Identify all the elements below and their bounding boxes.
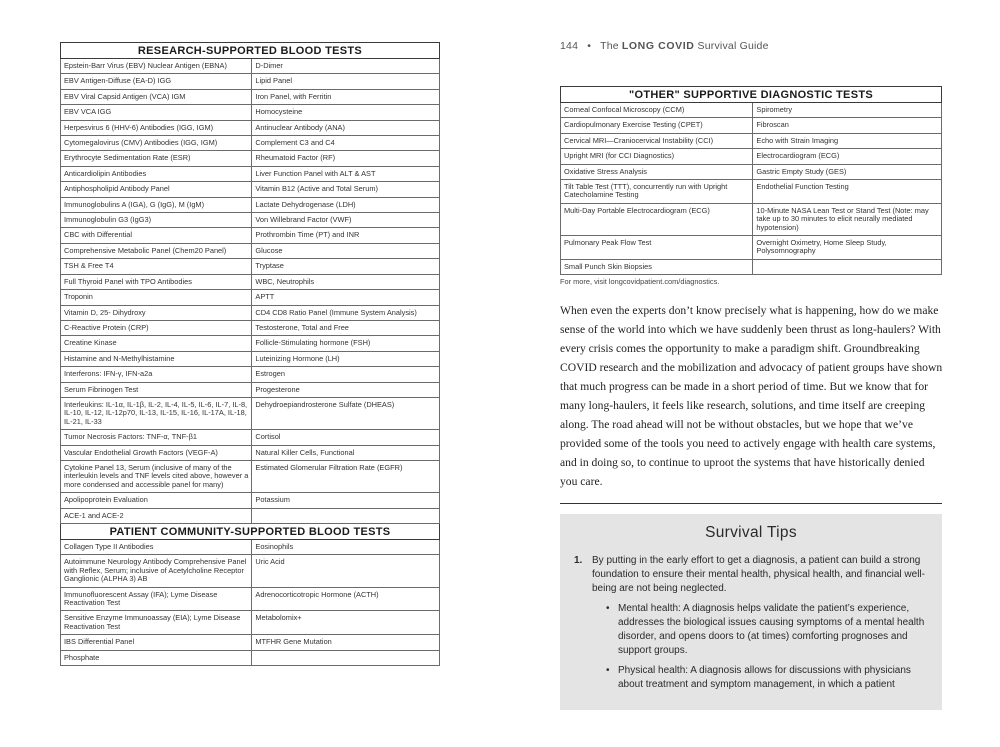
table-cell: Estimated Glomerular Filtration Rate (EGFR) — [252, 460, 440, 492]
table-cell: Prothrombin Time (PT) and INR — [252, 228, 440, 243]
table-cell: Cytokine Panel 13, Serum (inclusive of many of the interleukin levels and TNF levels cited above, however a more condensed and accessible panel for many) — [61, 460, 252, 492]
table-cell: Tryptase — [252, 259, 440, 274]
table-cell: Upright MRI (for CCI Diagnostics) — [561, 149, 753, 164]
table-row — [61, 508, 440, 523]
table-cell — [252, 508, 440, 523]
community-table-body — [61, 540, 440, 666]
running-head-separator: • — [587, 40, 592, 52]
table-cell: Full Thyroid Panel with TPO Antibodies — [61, 274, 252, 289]
table-row — [61, 445, 440, 460]
table-cell: Troponin — [61, 290, 252, 305]
table-cell: Apolipoprotein Evaluation — [61, 493, 252, 508]
table-cell: Cortisol — [252, 430, 440, 445]
table-cell: Metabolomix+ — [252, 611, 440, 635]
right-page — [560, 40, 942, 710]
table-row — [561, 236, 942, 260]
table-cell: Sensitive Enzyme Immunoassay (EIA); Lyme Disease Reactivation Test — [61, 611, 252, 635]
bullet-icon: • — [606, 603, 610, 615]
table-row — [61, 120, 440, 135]
table-row — [561, 103, 942, 118]
table-row — [61, 555, 440, 587]
table-row — [61, 320, 440, 335]
diagnostics-footnote: For more, visit longcovidpatient.com/diagnostics. — [560, 277, 720, 287]
table-cell: Small Punch Skin Biopsies — [561, 259, 753, 274]
table-cell: Progesterone — [252, 382, 440, 397]
table-cell: Histamine and N-Methylhistamine — [61, 351, 252, 366]
table-cell: 10-Minute NASA Lean Test or Stand Test (Note: may take up to 30 minutes to elicit neurally mediated hypotension) — [753, 203, 942, 235]
table-row — [61, 228, 440, 243]
table-row — [61, 213, 440, 228]
body-paragraph: When even the experts don’t know precisely what is happening, how do we make sense of the world into which we have suddenly been thrust as long-haulers? With every crisis comes the opportunity to make a paradigm shift. Groundbreaking COVID research and the mobilization and advocacy of patient groups have shown that much progress can be made in a short period of time. But we know that for many long-haulers, it feels like research, solutions, and time itself are creeping along. The road ahead will not be without obstacles, but we hope that we’ve provided some of the tools you need to actively engage with health care systems, and in doing so, to continue to uproot the systems that have historically denied you care. — [560, 304, 943, 489]
table-cell: Corneal Confocal Microscopy (CCM) — [561, 103, 753, 118]
table-cell: Collagen Type II Antibodies — [61, 540, 252, 555]
other-table-body — [561, 103, 942, 275]
table-cell: MTFHR Gene Mutation — [252, 635, 440, 650]
running-head-brand: LONG COVID — [621, 40, 695, 52]
table-cell: Gastric Empty Study (GES) — [753, 164, 942, 179]
table-cell: Endothelial Function Testing — [753, 180, 942, 204]
table-cell: EBV Antigen-Diffuse (EA-D) IGG — [61, 74, 252, 89]
survival-tips-box — [560, 514, 942, 710]
table-cell: ACE-1 and ACE-2 — [61, 508, 252, 523]
tip-subitem-mental-health — [606, 602, 928, 658]
table-cell: Fibroscan — [753, 118, 942, 133]
table-cell: Vitamin B12 (Active and Total Serum) — [252, 182, 440, 197]
table-cell: Antinuclear Antibody (ANA) — [252, 120, 440, 135]
table-row — [61, 197, 440, 212]
table-cell: Follicle-Stimulating hormone (FSH) — [252, 336, 440, 351]
table-row — [61, 136, 440, 151]
table-cell: Comprehensive Metabolic Panel (Chem20 Panel) — [61, 243, 252, 258]
table-cell: Cervical MRI—Craniocervical Instability (CCI) — [561, 133, 753, 148]
table-row — [561, 133, 942, 148]
research-table-body — [61, 59, 440, 524]
running-head-prefix: The — [600, 40, 619, 52]
table-row — [61, 493, 440, 508]
table-row — [61, 336, 440, 351]
table-row — [61, 151, 440, 166]
table-cell: Estrogen — [252, 367, 440, 382]
table-cell: IBS Differential Panel — [61, 635, 252, 650]
tip-subitem-text: Mental health: A diagnosis helps validate the patient’s experience, addresses the biological issues causing symptoms of a mental health disorder, and opens doors to (at times) comforting prognoses and support groups. — [618, 603, 925, 657]
table-cell: TSH & Free T4 — [61, 259, 252, 274]
table-cell: Natural Killer Cells, Functional — [252, 445, 440, 460]
table-cell: Cytomegalovirus (CMV) Antibodies (IGG, IGM) — [61, 136, 252, 151]
research-blood-tests-table — [60, 42, 440, 666]
table-cell: Tumor Necrosis Factors: TNF-α, TNF-β1 — [61, 430, 252, 445]
table-cell: Vitamin D, 25- Dihydroxy — [61, 305, 252, 320]
tip-subitem-physical-health — [606, 664, 928, 692]
table-cell: Pulmonary Peak Flow Test — [561, 236, 753, 260]
table-cell: Immunoglobulins A (IGA), G (IgG), M (IgM) — [61, 197, 252, 212]
table-cell: Antiphospholipid Antibody Panel — [61, 182, 252, 197]
table-cell: C-Reactive Protein (CRP) — [61, 320, 252, 335]
table-row — [61, 397, 440, 429]
table-cell: Vascular Endothelial Growth Factors (VEGF-A) — [61, 445, 252, 460]
table-cell: Overnight Oximetry, Home Sleep Study, Polysomnography — [753, 236, 942, 260]
table-cell: Autoimmune Neurology Antibody Comprehensive Panel with Reflex, Serum; inclusive of Acetylcholine Receptor Ganglionic (ALPHA 3) AB — [61, 555, 252, 587]
table-row — [61, 460, 440, 492]
table-cell: Cardiopulmonary Exercise Testing (CPET) — [561, 118, 753, 133]
table-row — [61, 290, 440, 305]
table-cell: Immunofluorescent Assay (IFA); Lyme Disease Reactivation Test — [61, 587, 252, 611]
table-row — [61, 351, 440, 366]
table-row — [61, 611, 440, 635]
table-cell — [252, 650, 440, 665]
table-cell: Interferons: IFN-γ, IFN-a2a — [61, 367, 252, 382]
table-cell: Uric Acid — [252, 555, 440, 587]
table-cell: Epstein-Barr Virus (EBV) Nuclear Antigen (EBNA) — [61, 59, 252, 74]
table-cell: Creatine Kinase — [61, 336, 252, 351]
table-cell: Eosinophils — [252, 540, 440, 555]
table-cell: Herpesvirus 6 (HHV-6) Antibodies (IGG, IGM) — [61, 120, 252, 135]
table-cell: Complement C3 and C4 — [252, 136, 440, 151]
table-row — [561, 164, 942, 179]
table-cell: Spirometry — [753, 103, 942, 118]
table-row — [61, 540, 440, 555]
table-cell: APTT — [252, 290, 440, 305]
table-cell: CBC with Differential — [61, 228, 252, 243]
table-cell: Multi-Day Portable Electrocardiogram (ECG) — [561, 203, 753, 235]
table-row — [61, 367, 440, 382]
table-cell: Phosphate — [61, 650, 252, 665]
table-row — [61, 650, 440, 665]
table-cell: Lactate Dehydrogenase (LDH) — [252, 197, 440, 212]
table-row — [61, 89, 440, 104]
table-row — [61, 105, 440, 120]
table-row — [61, 259, 440, 274]
table-cell: Anticardiolipin Antibodies — [61, 166, 252, 181]
table-row — [61, 274, 440, 289]
table-row — [61, 635, 440, 650]
tip-number: 1. — [574, 555, 583, 567]
table-cell: Testosterone, Total and Free — [252, 320, 440, 335]
table-cell: Adrenocorticotropic Hormone (ACTH) — [252, 587, 440, 611]
running-head-suffix: Survival Guide — [697, 40, 769, 52]
tip-text: By putting in the early effort to get a diagnosis, a patient can build a strong foundation to ensure their mental health, physical health, and financial well-being are not being neglected. — [592, 555, 925, 595]
table-cell: Iron Panel, with Ferritin — [252, 89, 440, 104]
table-cell: CD4 CD8 Ratio Panel (Immune System Analysis) — [252, 305, 440, 320]
table-cell: Lipid Panel — [252, 74, 440, 89]
table-row — [61, 430, 440, 445]
table-cell: D-Dimer — [252, 59, 440, 74]
left-page — [60, 42, 440, 666]
table-cell: Liver Function Panel with ALT & AST — [252, 166, 440, 181]
tip-subitem-text: Physical health: A diagnosis allows for discussions with physicians about treatment and symptom management, in which a patient — [618, 665, 911, 691]
table-cell: Electrocardiogram (ECG) — [753, 149, 942, 164]
survival-tips-title: Survival Tips — [705, 524, 797, 542]
table-cell: Glucose — [252, 243, 440, 258]
running-head — [560, 40, 942, 56]
bullet-icon: • — [606, 665, 610, 677]
table-row — [61, 243, 440, 258]
table-row — [561, 149, 942, 164]
page-number: 144 — [560, 40, 579, 52]
table-cell: Von Willebrand Factor (VWF) — [252, 213, 440, 228]
table-cell: Immunoglobulin G3 (IgG3) — [61, 213, 252, 228]
table-row — [61, 587, 440, 611]
table-row — [61, 382, 440, 397]
research-table-title: RESEARCH-SUPPORTED BLOOD TESTS — [61, 43, 440, 59]
table-row — [561, 259, 942, 274]
table-cell: Potassium — [252, 493, 440, 508]
table-cell: Tilt Table Test (TTT), concurrently run with Upright Catecholamine Testing — [561, 180, 753, 204]
tip-item — [574, 554, 928, 596]
table-cell: Serum Fibrinogen Test — [61, 382, 252, 397]
other-table-title: "OTHER" SUPPORTIVE DIAGNOSTIC TESTS — [561, 87, 942, 103]
table-cell: Homocysteine — [252, 105, 440, 120]
table-cell — [753, 259, 942, 274]
table-row — [61, 74, 440, 89]
table-cell: Oxidative Stress Analysis — [561, 164, 753, 179]
community-table-title: PATIENT COMMUNITY-SUPPORTED BLOOD TESTS — [61, 524, 440, 540]
table-row — [561, 180, 942, 204]
table-cell: Erythrocyte Sedimentation Rate (ESR) — [61, 151, 252, 166]
table-cell: Rheumatoid Factor (RF) — [252, 151, 440, 166]
table-cell: Echo with Strain Imaging — [753, 133, 942, 148]
table-cell: EBV Viral Capsid Antigen (VCA) IGM — [61, 89, 252, 104]
section-divider — [560, 503, 942, 504]
table-cell: Interleukins: IL-1α, IL-1β, IL-2, IL-4, IL-5, IL-6, IL-7, IL-8, IL-10, IL-12, IL-12p70, IL-13, IL-15, IL-16, IL-17A, IL-18, IL-21, IL-33 — [61, 397, 252, 429]
table-row — [61, 166, 440, 181]
table-cell: EBV VCA IGG — [61, 105, 252, 120]
table-cell: WBC, Neutrophils — [252, 274, 440, 289]
table-cell: Dehydroepiandrosterone Sulfate (DHEAS) — [252, 397, 440, 429]
table-cell: Luteinizing Hormone (LH) — [252, 351, 440, 366]
table-row — [61, 182, 440, 197]
table-row — [561, 203, 942, 235]
table-row — [561, 118, 942, 133]
table-row — [61, 305, 440, 320]
other-diagnostic-tests-table — [560, 86, 942, 275]
table-row — [61, 59, 440, 74]
